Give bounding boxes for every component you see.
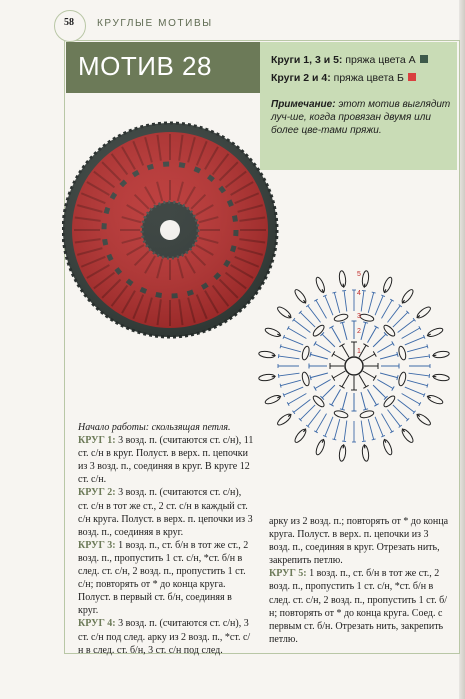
round-number-label: 1	[357, 348, 361, 355]
round-number-label: 3	[357, 313, 361, 320]
motif-photo	[62, 120, 282, 340]
round-1	[78, 434, 254, 486]
yarn-b-text: пряжа цвета Б	[330, 72, 404, 84]
round-3	[78, 539, 254, 618]
round-number-label: 2	[357, 328, 361, 335]
round-4-continued	[269, 515, 449, 567]
color-a-swatch	[420, 55, 428, 63]
round-number-label: 5	[357, 271, 361, 278]
yarn-a-text: пряжа цвета А	[342, 54, 416, 66]
yarn-line-b	[271, 72, 416, 84]
round-number-label: 4	[357, 290, 361, 297]
note	[271, 98, 451, 137]
note-text: этот мотив выглядит луч-ше, когда провязан двумя или более цве-тами пряжи.	[271, 99, 451, 136]
round-5	[269, 567, 449, 646]
round-1-text: 3 возд. п. (считаются ст. с/н), 11 ст. с/н в круг. Полуст. в верх. п. цепочки из 3 возд. п., соединяя в круг. В круге 12 ст. с/н.	[78, 435, 254, 486]
motif-title: МОТИВ 28	[78, 51, 212, 81]
round-4-text: 3 возд. п. (считаются ст. с/н), 3 ст. с/н под след. арку из 2 возд. п., *ст. с/н в след. ст. б/н, 3 ст. с/н под след.	[78, 618, 251, 656]
stitch-diagram	[252, 262, 457, 467]
round-3-label: КРУГ 3:	[78, 539, 116, 551]
yarn-b-label: Круги 2 и 4:	[271, 72, 331, 84]
round-4-label: КРУГ 4:	[78, 618, 116, 630]
instructions-left-column	[78, 421, 254, 657]
round-2	[78, 486, 254, 538]
yarn-line-a	[271, 54, 428, 66]
round-1-label: КРУГ 1:	[78, 435, 116, 447]
round-4-cont-text: арку из 2 возд. п.; повторять от * до конца круга. Полуст. в верх. п. цепочки из 3 возд. п., соединяя в круг. Отрезать нить, закрепить петлю.	[269, 516, 449, 567]
round-2-text: 3 возд. п. (считаются ст. с/н), ст. с/н в тот же ст., 2 ст. с/н в каждый ст. с/н круга. Полуст. в верх. п. цепочки из 3 возд. п., соединяя в круг.	[78, 487, 253, 538]
round-3-text: 1 возд. п., ст. б/н в тот же ст., 2 возд. п., пропустить 1 ст. с/н, *ст. б/н в след. ст. с/н, 2 возд. п., пропустить 1 ст. с/н; повторять от * до конца круга. Полуст. в первый ст. б/н, соединяя в круг.	[78, 539, 249, 617]
round-4	[78, 617, 254, 656]
instructions-right-column	[269, 515, 449, 646]
color-b-swatch	[408, 73, 416, 81]
note-label: Примечание:	[271, 99, 336, 110]
section-title: КРУГЛЫЕ МОТИВЫ	[97, 18, 213, 29]
start-text: Начало работы: скользящая петля.	[78, 422, 231, 433]
round-5-label: КРУГ 5:	[269, 568, 307, 580]
round-2-label: КРУГ 2:	[78, 487, 116, 499]
yarn-a-label: Круги 1, 3 и 5:	[271, 54, 343, 66]
round-5-text: 1 возд. п., ст. б/н в тот же ст., 2 возд. п., пропустить 1 ст. с/н, *ст. б/н в след. ст. с/н, 2 возд. п., пропустить 1 ст. б/н; повторять от * до конца круга. Соед. с первым ст. б/н. Отрезать нить, закрепить петлю.	[269, 568, 448, 645]
page-number: 58	[64, 17, 74, 28]
